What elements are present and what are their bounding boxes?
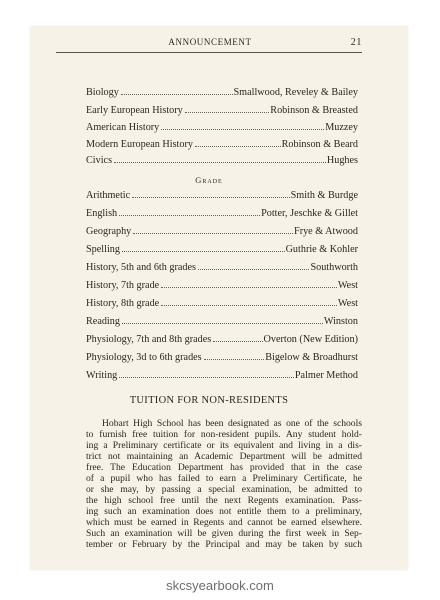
subject: Geography xyxy=(86,226,132,237)
author: Robinson & Beard xyxy=(281,139,358,150)
running-title: ANNOUNCEMENT xyxy=(168,37,252,47)
page-header xyxy=(58,37,362,49)
author: Guthrie & Kohler xyxy=(285,244,358,255)
leader-dots xyxy=(119,377,294,378)
paragraph-line: Such an examination will be given during the first week in Sep- xyxy=(86,528,362,539)
paragraph-line: or she may, by passing a special examination, be admitted to xyxy=(86,484,362,495)
leader-dots xyxy=(119,215,260,216)
subject: History, 5th and 6th grades xyxy=(86,262,196,273)
subject: Physiology, 3d to 6th grades xyxy=(86,352,202,363)
paragraph-line: the high school free until the next Regents examination. Pass- xyxy=(86,495,362,506)
author: Palmer Method xyxy=(294,370,358,381)
page-number: 21 xyxy=(350,37,362,48)
leader-dots xyxy=(121,94,233,95)
header-rule xyxy=(56,52,362,53)
subject: English xyxy=(86,208,118,219)
subject: Modern European History xyxy=(86,139,193,150)
leader-dots xyxy=(122,251,285,252)
textbook-row xyxy=(86,122,358,136)
textbook-row xyxy=(86,298,358,312)
subject: American History xyxy=(86,122,160,133)
leader-dots xyxy=(161,305,337,306)
author: Hughes xyxy=(326,155,358,166)
subject: History, 8th grade xyxy=(86,298,160,309)
author: West xyxy=(337,280,358,291)
textbook-row xyxy=(86,352,358,366)
subject: Reading xyxy=(86,316,120,327)
leader-dots xyxy=(185,112,270,113)
author: Bigelow & Broadhurst xyxy=(265,352,358,363)
author: Potter, Jeschke & Gillet xyxy=(261,208,358,219)
leader-dots xyxy=(114,162,326,163)
paragraph-line: Hobart High School has been designated as one of the schools xyxy=(102,418,362,429)
paragraph-line: free. The Education Department has provided that in the case xyxy=(86,462,362,473)
textbook-row xyxy=(86,316,358,330)
subject: Spelling xyxy=(86,244,120,255)
leader-dots xyxy=(161,287,337,288)
tuition-heading: TUITION FOR NON-RESIDENTS xyxy=(129,395,289,406)
author: Muzzey xyxy=(325,122,358,133)
paragraph-line: ing such an examination does not entitle them to a preliminary, xyxy=(86,506,362,517)
leader-dots xyxy=(122,323,323,324)
leader-dots xyxy=(198,269,309,270)
textbook-row xyxy=(86,139,358,153)
author: West xyxy=(337,298,358,309)
leader-dots xyxy=(161,129,324,130)
paragraph-line: of a pupil who has failed to earn a Preliminary Certificate, he xyxy=(86,473,362,484)
watermark-text: skcsyearbook.com xyxy=(166,578,274,593)
subject: Biology xyxy=(86,87,119,98)
textbook-row xyxy=(86,208,358,222)
paragraph-line: tember or February by the Principal and may be taken by such xyxy=(86,539,362,550)
paragraph-line: to furnish free tuition for non-resident pupils. Any student hold- xyxy=(86,429,362,440)
author: Southworth xyxy=(310,262,358,273)
author: Smallwood, Reveley & Bailey xyxy=(233,87,358,98)
author: Frye & Atwood xyxy=(294,226,358,237)
paragraph-line: trict not maintaining an Academic Department will be admitted xyxy=(86,451,362,462)
paragraph-line: ing a Preliminary certificate or its equivalent and living in a dis- xyxy=(86,440,362,451)
author: Robinson & Breasted xyxy=(270,105,358,116)
leader-dots xyxy=(133,233,293,234)
leader-dots xyxy=(213,341,262,342)
textbook-row xyxy=(86,190,358,204)
textbook-row xyxy=(86,87,358,101)
textbook-row xyxy=(86,370,358,384)
subject: Early European History xyxy=(86,105,183,116)
textbook-row xyxy=(86,226,358,240)
textbook-row xyxy=(86,105,358,119)
leader-dots xyxy=(132,197,290,198)
paragraph-line: which must be earned in Regents and cannot be earned elsewhere. xyxy=(86,517,362,528)
textbook-row xyxy=(86,262,358,276)
author: Smith & Burdge xyxy=(290,190,358,201)
subject: Arithmetic xyxy=(86,190,131,201)
author: Winston xyxy=(323,316,358,327)
subject: Civics xyxy=(86,155,113,166)
textbook-row xyxy=(86,280,358,294)
subject: Writing xyxy=(86,370,118,381)
leader-dots xyxy=(195,146,281,147)
textbook-row xyxy=(86,244,358,258)
subject: History, 7th grade xyxy=(86,280,160,291)
author: Overton (New Edition) xyxy=(263,334,358,345)
textbook-row xyxy=(86,334,358,348)
subject: Physiology, 7th and 8th grades xyxy=(86,334,212,345)
textbook-row xyxy=(86,155,358,169)
leader-dots xyxy=(204,359,265,360)
grade-heading: Grade xyxy=(195,175,223,185)
